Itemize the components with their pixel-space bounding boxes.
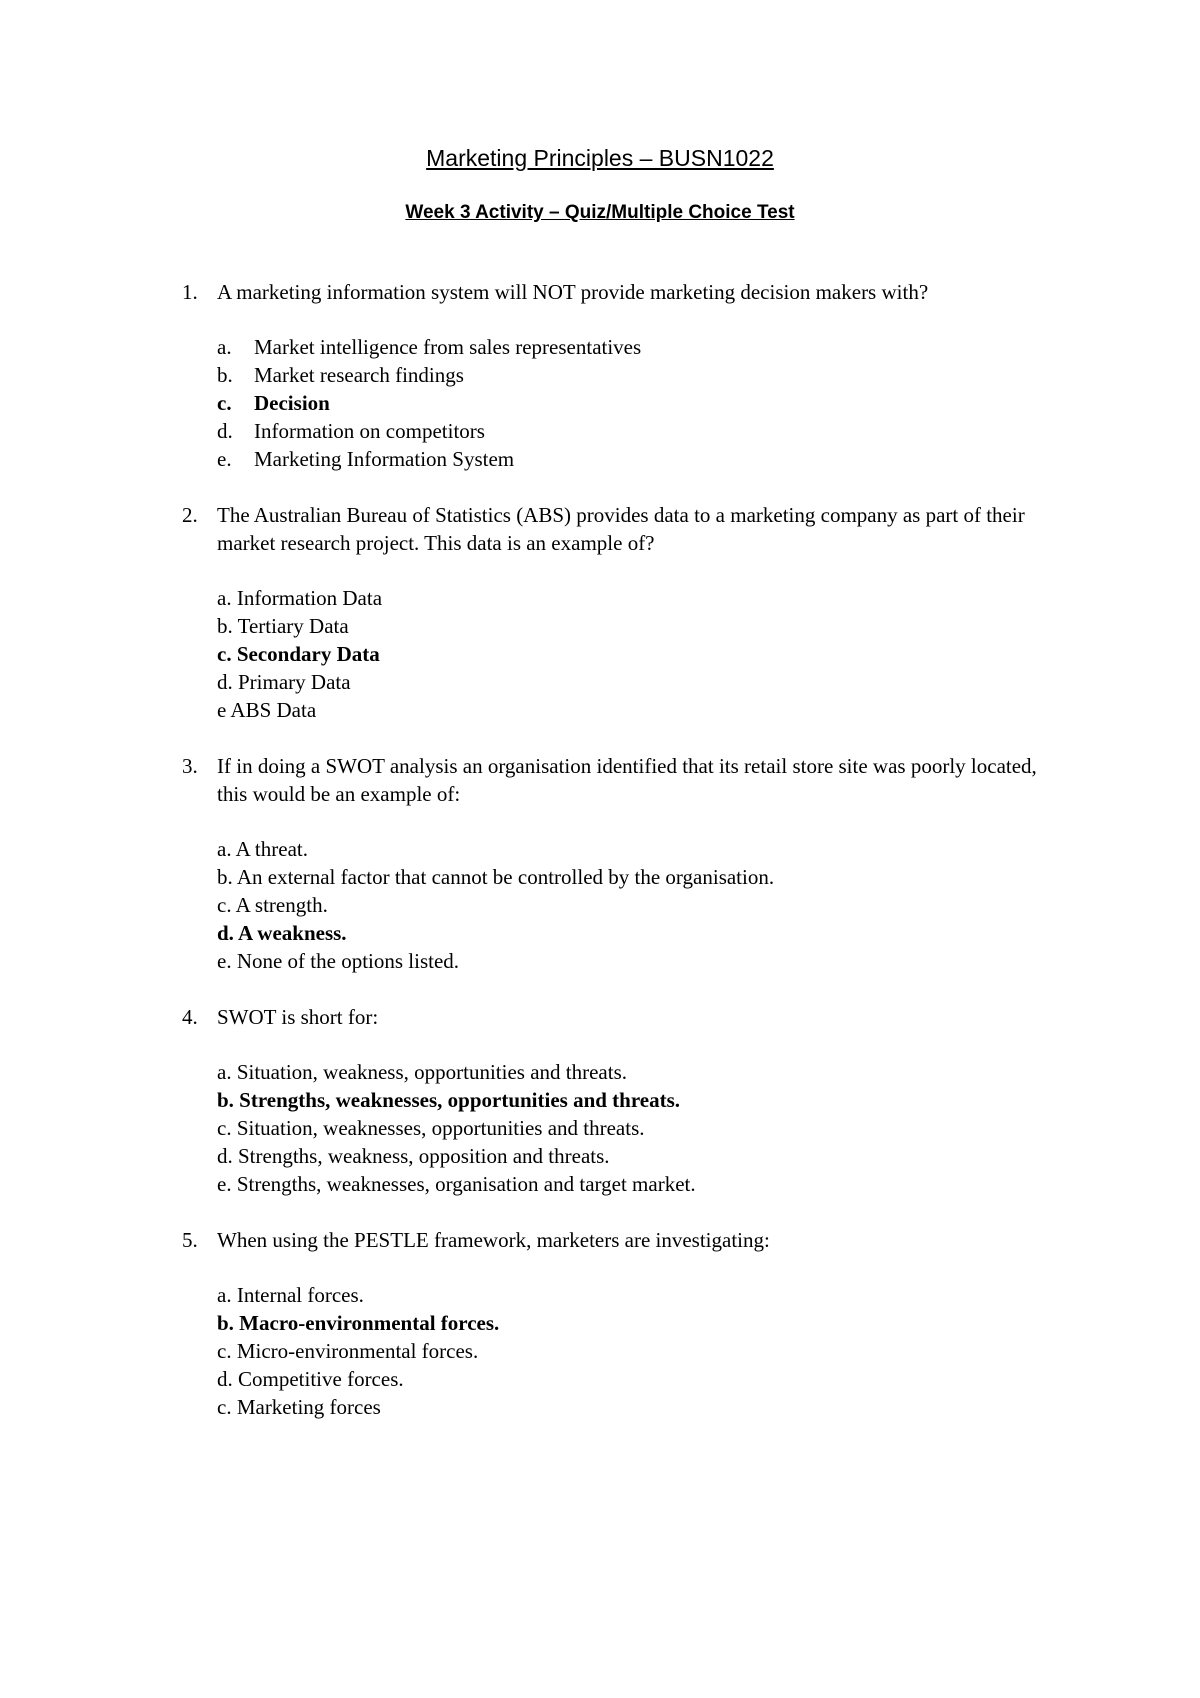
question-1-options xyxy=(217,333,1057,473)
option-letter: c. xyxy=(217,391,232,415)
option-b-correct: b. Strengths, weaknesses, opportunities and threats. xyxy=(217,1088,681,1112)
option-a: a. Situation, weakness, opportunities and threats. xyxy=(217,1060,628,1084)
question-4-options xyxy=(217,1058,1057,1198)
option-c-correct: c. Secondary Data xyxy=(217,642,380,666)
option-b: b. An external factor that cannot be controlled by the organisation. xyxy=(217,865,775,889)
option-text: Market research findings xyxy=(254,363,464,387)
question-number: 2. xyxy=(182,503,198,527)
option-letter: d. xyxy=(217,419,233,443)
option-a: a. A threat. xyxy=(217,837,308,861)
option-b-correct: b. Macro-environmental forces. xyxy=(217,1311,500,1335)
document-title: Marketing Principles – BUSN1022 xyxy=(426,145,774,171)
question-text: The Australian Bureau of Statistics (ABS) provides data to a marketing company as part of their market research project. This data is an example of? xyxy=(217,503,1025,555)
option-a: a. Information Data xyxy=(217,586,383,610)
question-number: 4. xyxy=(182,1005,198,1029)
option-letter: a. xyxy=(217,335,232,359)
question-text: If in doing a SWOT analysis an organisation identified that its retail store site was poorly located, this would be an example of: xyxy=(217,754,1037,806)
option-b: b. Tertiary Data xyxy=(217,614,349,638)
option-e-labelled-c: c. Marketing forces xyxy=(217,1395,381,1419)
document-subtitle: Week 3 Activity – Quiz/Multiple Choice Test xyxy=(405,202,795,223)
question-number: 3. xyxy=(182,754,198,778)
question-2-options xyxy=(217,584,1057,724)
option-c: c. Micro-environmental forces. xyxy=(217,1339,479,1363)
option-c-correct xyxy=(217,389,1057,417)
option-a: a. Internal forces. xyxy=(217,1283,364,1307)
question-text: When using the PESTLE framework, marketers are investigating: xyxy=(217,1228,770,1252)
option-text: Decision xyxy=(254,391,330,415)
question-number: 5. xyxy=(182,1228,198,1252)
question-number: 1. xyxy=(182,280,198,304)
option-d: d. Primary Data xyxy=(217,670,351,694)
option-e xyxy=(217,445,1057,473)
option-e: e. None of the options listed. xyxy=(217,949,460,973)
option-letter: e. xyxy=(217,447,232,471)
option-text: Marketing Information System xyxy=(254,447,515,471)
option-letter: b. xyxy=(217,363,233,387)
option-c: c. Situation, weaknesses, opportunities and threats. xyxy=(217,1116,645,1140)
option-d: d. Strengths, weakness, opposition and threats. xyxy=(217,1144,610,1168)
option-b xyxy=(217,361,1057,389)
option-d: d. Competitive forces. xyxy=(217,1367,404,1391)
option-text: Market intelligence from sales representatives xyxy=(254,335,642,359)
option-e: e. Strengths, weaknesses, organisation and target market. xyxy=(217,1172,696,1196)
question-3-options xyxy=(217,835,1057,975)
option-e: e ABS Data xyxy=(217,698,317,722)
question-text: SWOT is short for: xyxy=(217,1005,379,1029)
option-text: Information on competitors xyxy=(254,419,485,443)
question-5-options xyxy=(217,1281,1057,1421)
option-d-correct: d. A weakness. xyxy=(217,921,347,945)
question-text: A marketing information system will NOT provide marketing decision makers with? xyxy=(217,280,929,304)
option-c: c. A strength. xyxy=(217,893,328,917)
option-d xyxy=(217,417,1057,445)
option-a xyxy=(217,333,1057,361)
